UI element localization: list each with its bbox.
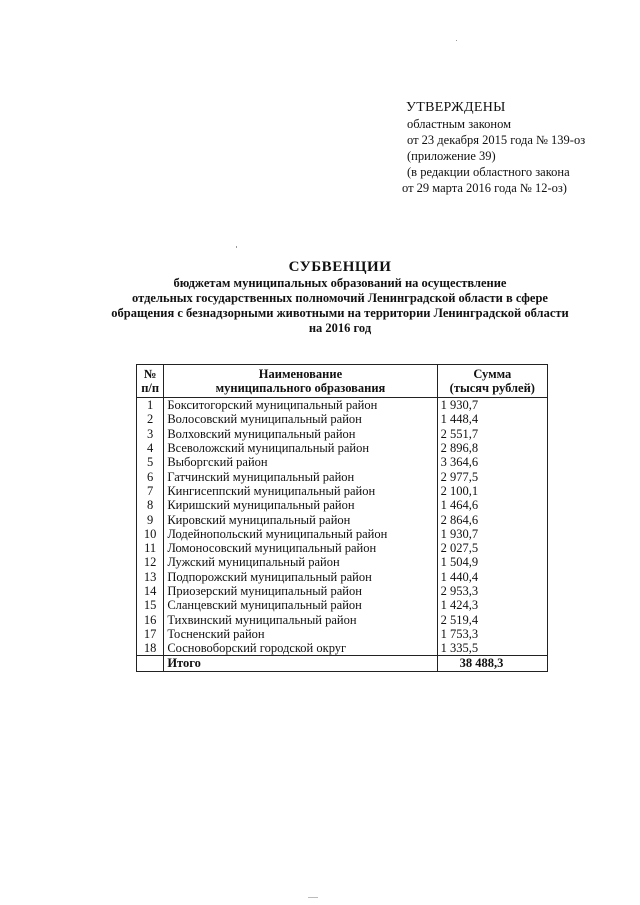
row-municipality: Лужский муниципальный район: [164, 555, 437, 569]
scan-speck: [236, 246, 237, 248]
row-amount: 2 027,5: [437, 541, 547, 555]
row-municipality: Сосновоборский городской округ: [164, 641, 437, 656]
header-name-line1: Наименование: [258, 367, 343, 381]
table-row: [137, 512, 548, 526]
table-row: [137, 641, 548, 656]
row-number: 13: [137, 570, 164, 584]
row-amount: 1 440,4: [437, 570, 547, 584]
table-row: [137, 627, 548, 641]
row-number: 8: [137, 498, 164, 512]
row-municipality: Киришский муниципальный район: [164, 498, 437, 512]
table-row: [137, 527, 548, 541]
row-amount: 1 504,9: [437, 555, 547, 569]
row-number: 5: [137, 455, 164, 469]
table-row: [137, 541, 548, 555]
title-line: отдельных государственных полномочий Ленинградской области в сфере: [132, 291, 548, 305]
approval-line: областным законом: [407, 117, 512, 131]
row-number: 10: [137, 527, 164, 541]
row-municipality: Тихвинский муниципальный район: [164, 612, 437, 626]
header-name: [164, 365, 437, 398]
row-number: 9: [137, 512, 164, 526]
row-municipality: Выборгский район: [164, 455, 437, 469]
row-amount: 2 977,5: [437, 469, 547, 483]
row-amount: 2 519,4: [437, 612, 547, 626]
header-sum-line1: Сумма: [473, 367, 512, 381]
row-number: 3: [137, 427, 164, 441]
row-municipality: Гатчинский муниципальный район: [164, 469, 437, 483]
row-amount: 1 335,5: [437, 641, 547, 656]
row-amount: 1 448,4: [437, 412, 547, 426]
table-row: [137, 412, 548, 426]
row-municipality: Подпорожский муниципальный район: [164, 570, 437, 584]
total-label: Итого: [164, 656, 437, 671]
row-amount: 1 464,6: [437, 498, 547, 512]
title-main: СУБВЕНЦИИ: [288, 259, 392, 275]
row-municipality: Приозерский муниципальный район: [164, 584, 437, 598]
approval-line: (в редакции областного закона: [407, 165, 570, 179]
header-sum-line2: (тысяч рублей): [449, 381, 535, 395]
row-number: 14: [137, 584, 164, 598]
row-amount: 3 364,6: [437, 455, 547, 469]
approval-heading: УТВЕРЖДЕНЫ: [406, 100, 506, 115]
row-number: 6: [137, 469, 164, 483]
scan-speck: [308, 897, 318, 898]
table-row: [137, 555, 548, 569]
row-number: 1: [137, 398, 164, 413]
table-row: [137, 598, 548, 612]
table-row: [137, 612, 548, 626]
table-row: [137, 498, 548, 512]
total-row: [137, 656, 548, 671]
row-number: 7: [137, 484, 164, 498]
row-amount: 1 930,7: [437, 527, 547, 541]
table-row: [137, 570, 548, 584]
header-number-line2: п/п: [141, 381, 160, 395]
header-name-line2: муниципального образования: [215, 381, 386, 395]
approval-stamp: [402, 100, 585, 196]
row-municipality: Лодейнопольский муниципальный район: [164, 527, 437, 541]
row-number: 17: [137, 627, 164, 641]
row-number: 15: [137, 598, 164, 612]
total-number-cell: [137, 656, 164, 671]
row-number: 16: [137, 612, 164, 626]
approval-line: от 23 декабря 2015 года № 139-оз: [407, 133, 586, 147]
row-amount: 2 864,6: [437, 512, 547, 526]
table-row: [137, 455, 548, 469]
row-amount: 2 551,7: [437, 427, 547, 441]
approval-line: (приложение 39): [407, 149, 496, 163]
total-amount: 38 488,3: [437, 656, 547, 671]
row-amount: 1 930,7: [437, 398, 547, 413]
document-title: [90, 258, 590, 336]
row-amount: 2 953,3: [437, 584, 547, 598]
header-number: [137, 365, 164, 398]
row-municipality: Сланцевский муниципальный район: [164, 598, 437, 612]
row-municipality: Кировский муниципальный район: [164, 512, 437, 526]
table-row: [137, 441, 548, 455]
row-municipality: Бокситогорский муниципальный район: [164, 398, 437, 413]
row-amount: 2 896,8: [437, 441, 547, 455]
row-amount: 1 753,3: [437, 627, 547, 641]
subsidy-table: [136, 364, 548, 672]
row-number: 11: [137, 541, 164, 555]
row-number: 12: [137, 555, 164, 569]
table-row: [137, 584, 548, 598]
scan-speck: [456, 40, 457, 41]
table-row: [137, 469, 548, 483]
row-municipality: Волосовский муниципальный район: [164, 412, 437, 426]
row-municipality: Ломоносовский муниципальный район: [164, 541, 437, 555]
row-municipality: Тосненский район: [164, 627, 437, 641]
row-municipality: Всеволожский муниципальный район: [164, 441, 437, 455]
title-line: на 2016 год: [308, 321, 372, 335]
table-body: [137, 398, 548, 672]
row-number: 18: [137, 641, 164, 656]
table-row: [137, 398, 548, 413]
header-sum: [437, 365, 547, 398]
table-row: [137, 484, 548, 498]
row-amount: 2 100,1: [437, 484, 547, 498]
row-amount: 1 424,3: [437, 598, 547, 612]
table-header-row: [137, 365, 548, 398]
approval-line: от 29 марта 2016 года № 12-оз): [402, 181, 567, 195]
title-line: бюджетам муниципальных образований на осуществление: [173, 276, 507, 290]
header-number-line1: №: [143, 367, 157, 381]
row-number: 2: [137, 412, 164, 426]
row-number: 4: [137, 441, 164, 455]
row-municipality: Волховский муниципальный район: [164, 427, 437, 441]
title-line: обращения с безнадзорными животными на территории Ленинградской области: [111, 306, 569, 320]
table-row: [137, 427, 548, 441]
row-municipality: Кингисеппский муниципальный район: [164, 484, 437, 498]
